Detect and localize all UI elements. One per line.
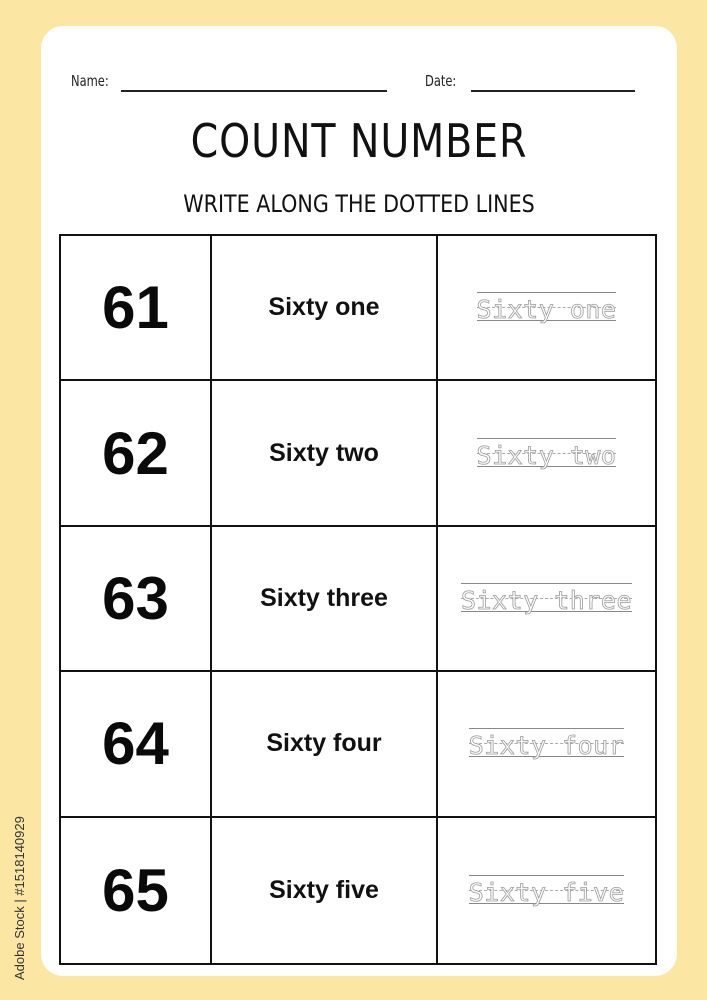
table-row-number-cell	[61, 236, 212, 381]
number-value: 65	[102, 856, 169, 924]
number-word: Sixty two	[269, 438, 379, 467]
stock-watermark: Adobe Stock | #1518140929	[12, 816, 27, 980]
name-label: Name:	[71, 72, 109, 90]
trace-line[interactable]	[469, 872, 625, 909]
table-row-number-cell	[61, 818, 212, 963]
trace-text: Sixty three	[460, 585, 633, 615]
trace-cell[interactable]	[438, 672, 655, 817]
number-value: 62	[102, 419, 169, 487]
number-word: Sixty three	[260, 583, 388, 612]
trace-line[interactable]	[477, 435, 617, 472]
page-title: COUNT NUMBER	[190, 114, 528, 168]
number-word: Sixty five	[269, 875, 379, 904]
trace-line[interactable]	[469, 725, 625, 762]
table-row-number-cell	[61, 381, 212, 526]
number-value: 61	[102, 274, 169, 342]
name-line[interactable]	[121, 90, 387, 92]
trace-cell[interactable]	[438, 818, 655, 963]
trace-text: Sixty five	[468, 877, 625, 907]
trace-line[interactable]	[477, 289, 617, 326]
date-label: Date:	[425, 72, 457, 90]
number-value: 63	[102, 564, 169, 632]
trace-cell[interactable]	[438, 381, 655, 526]
number-table	[59, 234, 657, 965]
table-row-word-cell	[212, 381, 438, 526]
table-row-word-cell	[212, 672, 438, 817]
number-word: Sixty one	[268, 293, 380, 322]
page-subtitle: WRITE ALONG THE DOTTED LINES	[183, 190, 535, 218]
trace-text: Sixty two	[476, 440, 617, 470]
trace-text: Sixty one	[476, 295, 617, 325]
table-row-word-cell	[212, 527, 438, 672]
number-value: 64	[102, 710, 169, 778]
table-row-word-cell	[212, 236, 438, 381]
trace-cell[interactable]	[438, 527, 655, 672]
table-row-word-cell	[212, 818, 438, 963]
number-word: Sixty four	[266, 729, 382, 758]
table-row-number-cell	[61, 672, 212, 817]
trace-line[interactable]	[461, 580, 632, 617]
table-row-number-cell	[61, 527, 212, 672]
trace-text: Sixty four	[468, 731, 625, 761]
worksheet-card	[41, 26, 677, 976]
date-line[interactable]	[471, 90, 635, 92]
trace-cell[interactable]	[438, 236, 655, 381]
